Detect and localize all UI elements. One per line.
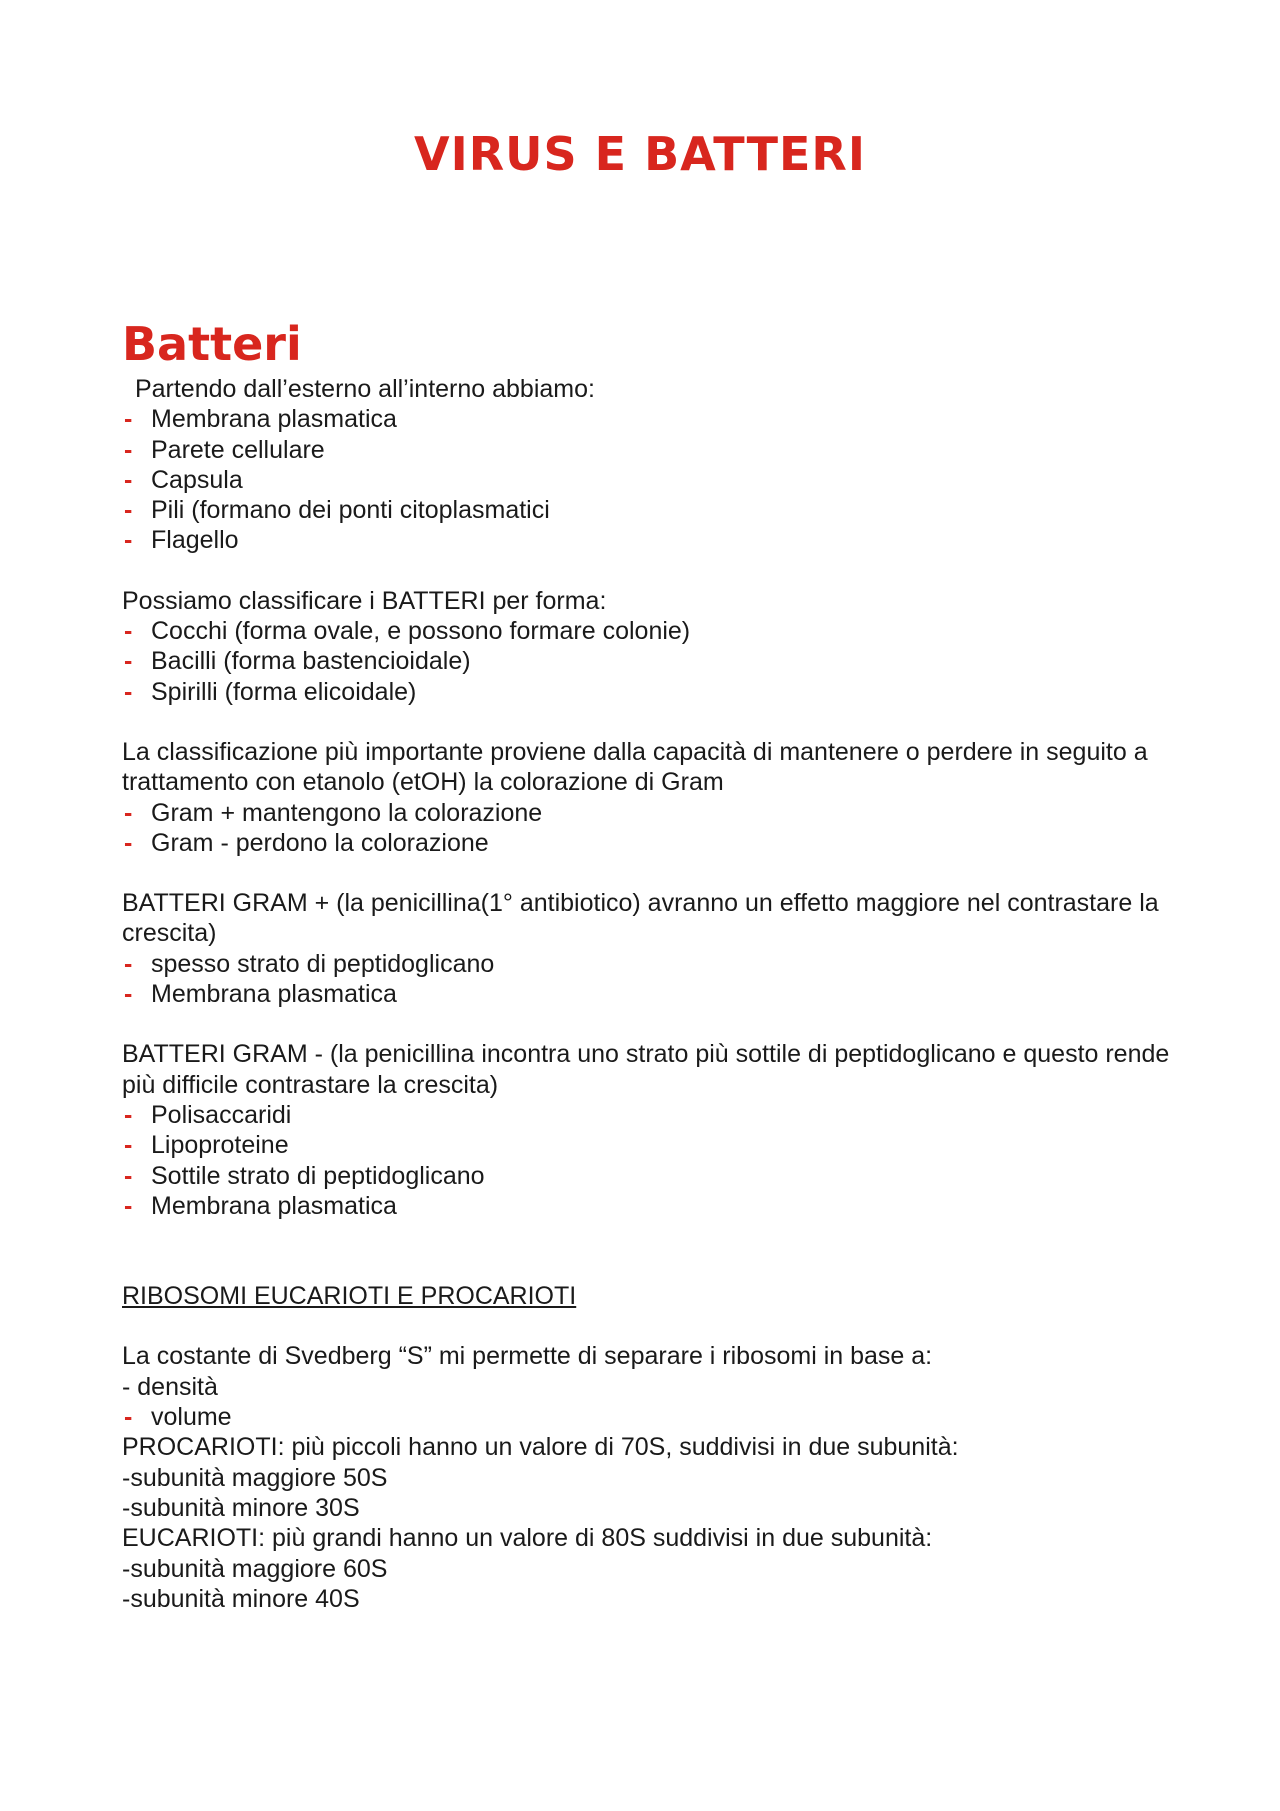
list-item: - Capsula xyxy=(124,465,243,494)
dash-bullet: - xyxy=(124,405,133,434)
list-item: - Membrana plasmatica xyxy=(124,980,397,1009)
ribosome-line: EUCARIOTI: più grandi hanno un valore di 80S suddivisi in due subunità: xyxy=(122,1524,933,1553)
list-item: - Gram + mantengono la colorazione xyxy=(124,798,543,827)
list-item: - Parete cellulare xyxy=(124,435,325,464)
dash-bullet: - xyxy=(124,496,133,525)
dash-bullet: - xyxy=(124,526,133,555)
list-item: - Spirilli (forma elicoidale) xyxy=(124,677,417,706)
dash-bullet: - xyxy=(124,1161,133,1190)
spacer xyxy=(122,1009,1182,1039)
list-item: - Cocchi (forma ovale, e possono formare colonie) xyxy=(124,617,691,646)
ribosome-line: -subunità minore 40S xyxy=(122,1584,360,1613)
section-heading-batteri: Batteri xyxy=(122,317,302,371)
list-item: - Pili (formano dei ponti citoplasmatici xyxy=(124,496,550,525)
list-item: - volume xyxy=(124,1403,232,1432)
dash-bullet: - xyxy=(124,980,133,1009)
list-item: - Sottile strato di peptidoglicano xyxy=(124,1161,485,1190)
ribosome-line: -subunità maggiore 60S xyxy=(122,1554,388,1583)
shape-intro: Possiamo classificare i BATTERI per forma: xyxy=(122,586,607,615)
list-item: - Lipoproteine xyxy=(124,1131,289,1160)
document-title: VIRUS E BATTERI xyxy=(414,127,866,181)
spacer xyxy=(122,1221,1182,1281)
dash-bullet: - xyxy=(124,1131,133,1160)
dash-bullet: - xyxy=(124,798,133,827)
spacer xyxy=(122,556,1182,586)
ribosome-line: PROCARIOTI: più piccoli hanno un valore di 70S, suddivisi in due subunità: xyxy=(122,1433,959,1462)
list-item: - Membrana plasmatica xyxy=(124,405,397,434)
dash-bullet: - xyxy=(124,677,133,706)
document-body xyxy=(122,316,1182,1614)
svedberg-density: - densità xyxy=(122,1372,218,1401)
dash-bullet: - xyxy=(124,617,133,646)
svedberg-intro: La costante di Svedberg “S” mi permette di separare i ribosomi in base a: xyxy=(122,1342,933,1371)
ribosome-line: -subunità minore 30S xyxy=(122,1493,360,1522)
shape-list xyxy=(122,616,1182,707)
list-item: - Polisaccaridi xyxy=(124,1100,292,1129)
dash-bullet: - xyxy=(124,1403,133,1432)
list-item: - Flagello xyxy=(124,526,239,555)
structure-list xyxy=(122,404,1182,555)
dash-bullet: - xyxy=(124,1191,133,1220)
list-item: - Membrana plasmatica xyxy=(124,1191,397,1220)
ribosome-heading: RIBOSOMI EUCARIOTI E PROCARIOTI xyxy=(122,1282,577,1311)
ribosome-line: -subunità maggiore 50S xyxy=(122,1463,388,1492)
dash-bullet: - xyxy=(124,465,133,494)
gram-negative-list xyxy=(122,1100,1182,1221)
svedberg-list xyxy=(122,1402,1182,1432)
spacer xyxy=(122,858,1182,888)
gram-positive-list xyxy=(122,949,1182,1010)
dash-bullet: - xyxy=(124,647,133,676)
list-item: - Gram - perdono la colorazione xyxy=(124,828,489,857)
gram-positive-intro: BATTERI GRAM + (la penicillina(1° antibiotico) avranno un effetto maggiore nel contrastare la crescita) xyxy=(122,889,1166,948)
dash-bullet: - xyxy=(124,435,133,464)
list-item: - spesso strato di peptidoglicano xyxy=(124,949,495,978)
spacer xyxy=(122,707,1182,737)
gram-list xyxy=(122,798,1182,859)
dash-bullet: - xyxy=(124,1100,133,1129)
dash-bullet: - xyxy=(124,949,133,978)
gram-negative-intro: BATTERI GRAM - (la penicillina incontra uno strato più sottile di peptidoglicano e questo rende più difficile contrastare la crescita) xyxy=(122,1040,1177,1099)
dash-bullet: - xyxy=(124,828,133,857)
gram-intro: La classificazione più importante proviene dalla capacità di mantenere o perdere in seguito a trattamento con etanolo (etOH) la colorazione di Gram xyxy=(122,737,1155,797)
structure-intro: Partendo dall’esterno all’interno abbiamo: xyxy=(128,375,595,403)
spacer xyxy=(122,1311,1182,1341)
list-item: - Bacilli (forma bastencioidale) xyxy=(124,647,471,676)
